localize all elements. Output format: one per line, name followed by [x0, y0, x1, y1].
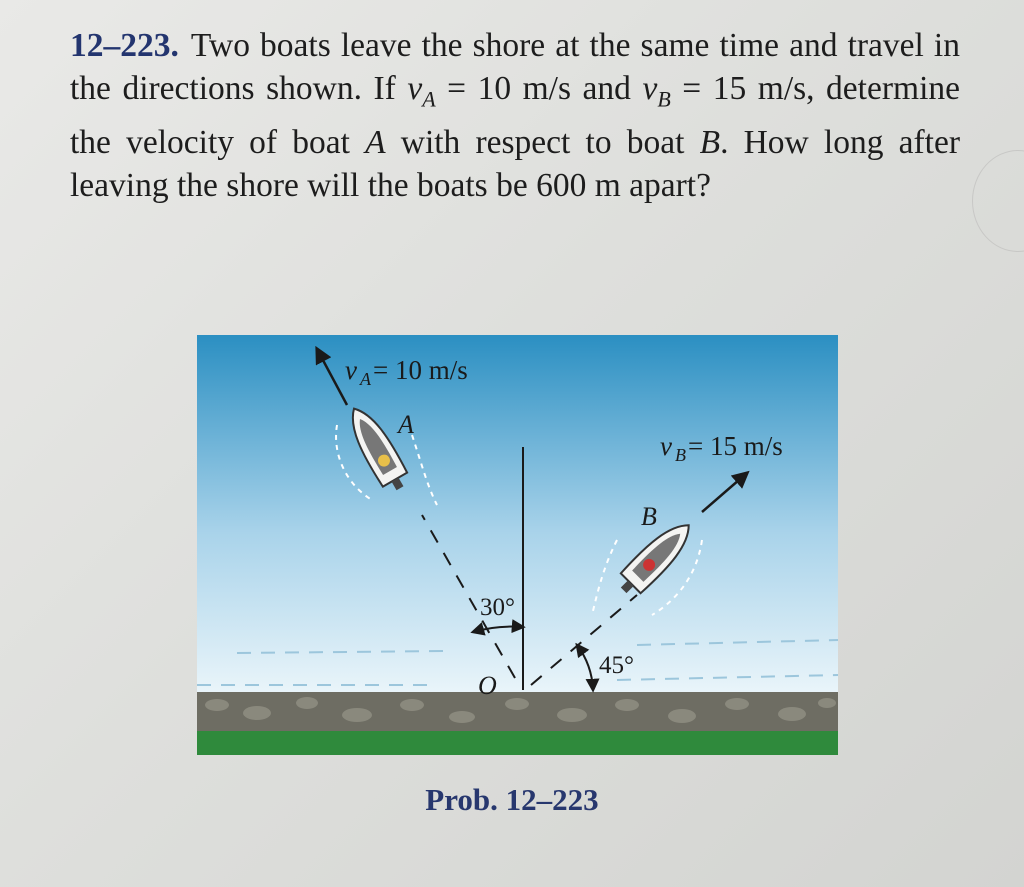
vb-value: = 15 m/s, determine the velocity of boat	[70, 70, 960, 161]
figure-caption: Prob. 12–223	[425, 782, 599, 817]
page-curl	[972, 150, 1024, 252]
boat-b-ref: B	[699, 123, 721, 161]
problem-line-4a: to boat	[585, 123, 700, 161]
problem-line-5: 600 m apart?	[536, 166, 711, 204]
vb-symbol: v	[642, 70, 658, 107]
vb-label-symbol: v	[660, 431, 672, 461]
problem-line-2: travel in the directions shown. If	[70, 27, 960, 107]
problem-number: 12–223.	[70, 27, 179, 64]
va-symbol: v	[407, 70, 423, 107]
vb-label-value: = 15 m/s	[688, 431, 783, 461]
vb-subscript: B	[657, 86, 671, 112]
problem-line-1: Two boats leave the shore at the same time and	[190, 27, 838, 64]
problem-statement	[70, 24, 960, 207]
grass-strip	[197, 731, 838, 755]
va-subscript: A	[422, 86, 436, 112]
vb-label-subscript: B	[675, 445, 686, 465]
boat-b-label: B	[641, 502, 657, 531]
boat-a-ref: A	[365, 123, 386, 161]
problem-line-3-end: with respect	[385, 123, 571, 161]
boats-figure	[197, 335, 838, 755]
origin-label: O	[478, 671, 497, 700]
angle-b-label: 45°	[599, 652, 634, 679]
angle-a-label: 30°	[480, 594, 515, 621]
va-label-subscript: A	[360, 369, 371, 389]
va-label-value: = 10 m/s	[373, 355, 468, 385]
va-value: = 10 m/s and	[435, 70, 631, 107]
boat-a-label: A	[398, 410, 414, 439]
va-label-symbol: v	[345, 355, 357, 385]
water-background	[197, 335, 838, 695]
problem-line-4b: . How long after leaving the shore will the boats be	[70, 123, 960, 204]
